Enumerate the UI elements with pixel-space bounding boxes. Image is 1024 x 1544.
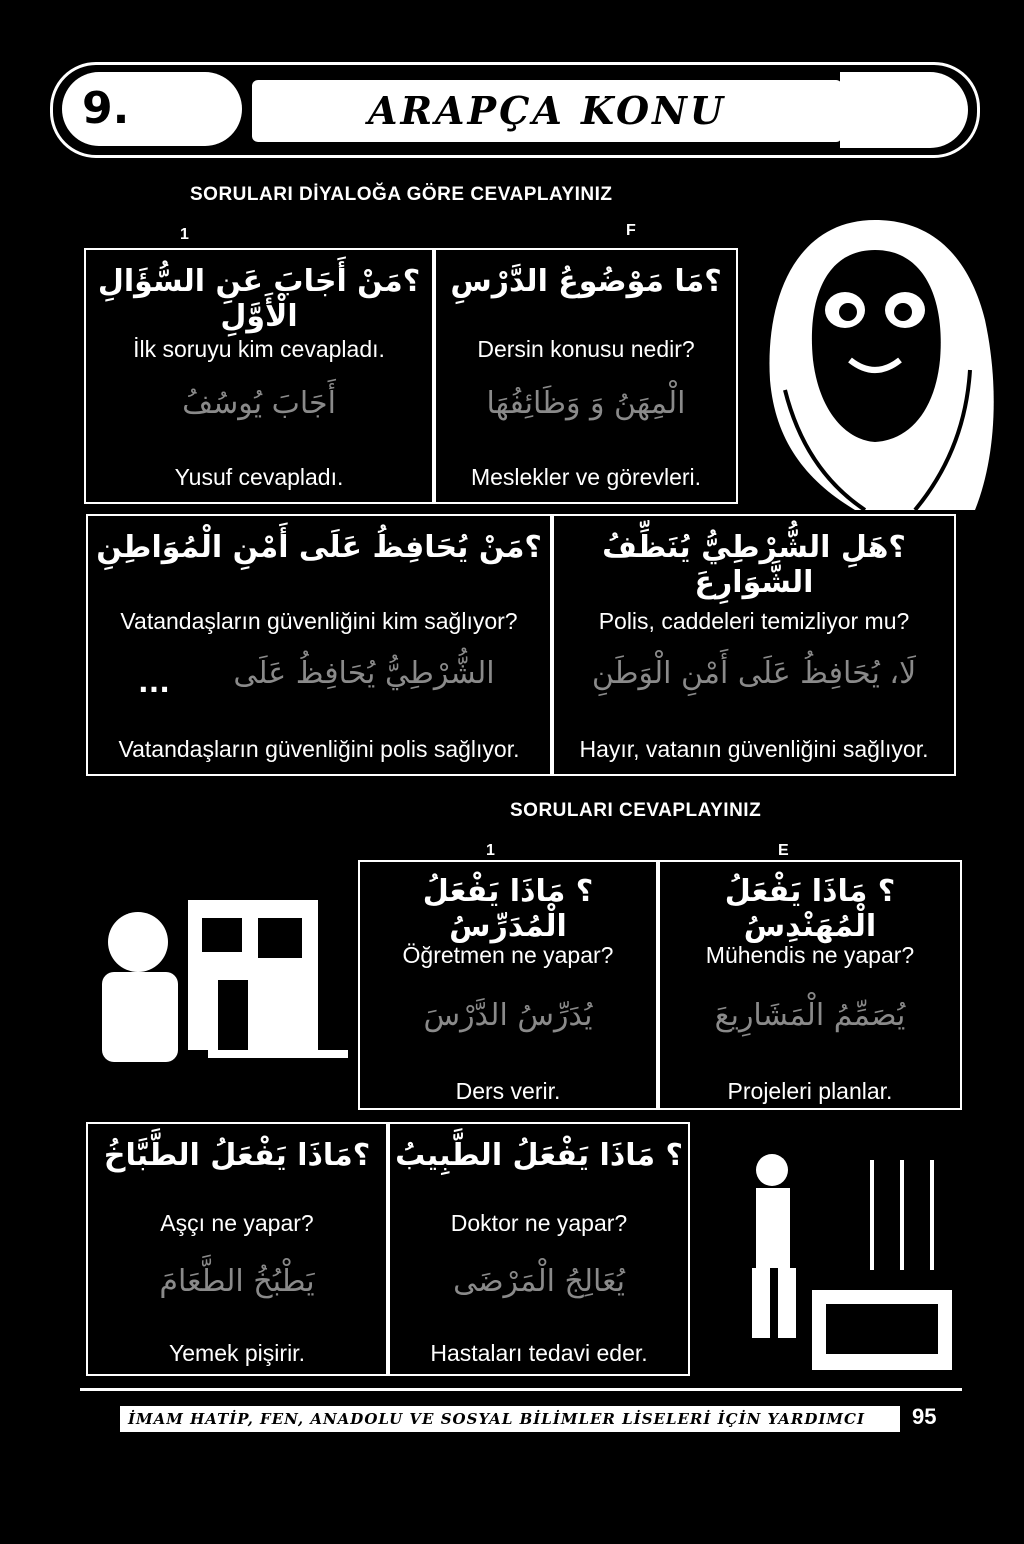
question-arabic: ؟ مَاذَا يَفْعَلُ الْمُهَنْدِسُ <box>724 874 896 944</box>
question-turkish: İlk soruyu kim cevapladı. <box>133 336 385 362</box>
dialog-card-1 <box>84 248 434 504</box>
dialog-card-4 <box>552 514 956 776</box>
dialog-card-3 <box>86 514 552 776</box>
section2-title: SORULARI CEVAPLAYINIZ <box>510 800 762 821</box>
section1-num-left: 1 <box>180 226 189 243</box>
question-turkish: Polis, caddeleri temizliyor mu? <box>598 608 910 634</box>
answer-ellipsis: ... <box>138 666 170 699</box>
question-turkish: Öğretmen ne yapar? <box>402 942 614 968</box>
answer-turkish: Projeleri planlar. <box>727 1078 893 1104</box>
question-arabic: ؟مَا مَوْضُوعُ الدَّرْسِ <box>450 264 722 299</box>
cook-kitchen-illustration <box>722 1140 962 1380</box>
question-turkish: Aşçı ne yapar? <box>160 1210 314 1236</box>
answer-turkish: Vatandaşların güvenliğini polis sağlıyor. <box>118 736 520 762</box>
page-number: 95 <box>912 1404 937 1429</box>
answer-arabic: لَا، يُحَافِظُ عَلَى أَمْنِ الْوَطَنِ <box>591 656 917 691</box>
answer-arabic: الْمِهَنُ وَ وَظَائِفُهَا <box>486 386 686 421</box>
qa-card-doctor <box>388 1122 690 1376</box>
question-turkish: Dersin konusu nedir? <box>477 336 695 362</box>
answer-arabic: يُدَرِّسُ الدَّرْسَ <box>423 998 593 1033</box>
question-turkish: Doktor ne yapar? <box>450 1210 628 1236</box>
page-banner: ARAPÇA KONU ANLATIMI <box>252 80 842 142</box>
qa-card-engineer <box>658 860 962 1110</box>
qa-card-cook <box>86 1122 388 1376</box>
question-arabic: ؟مَاذَا يَفْعَلُ الطَّبَّاخُ <box>103 1138 371 1173</box>
question-arabic: ؟ مَاذَا يَفْعَلُ الطَّبِيبُ <box>395 1138 683 1173</box>
answer-arabic: يُصَمِّمُ الْمَشَارِيعَ <box>714 998 906 1033</box>
section1-title: SORULARI DİYALOĞA GÖRE CEVAPLAYINIZ <box>190 184 613 205</box>
answer-turkish: Hastaları tedavi eder. <box>430 1340 648 1366</box>
unit-badge: 9. <box>62 72 242 146</box>
dialog-card-2 <box>434 248 738 504</box>
answer-arabic: الشُّرْطِيُّ يُحَافِظُ عَلَى <box>233 656 495 691</box>
footer-book-title: İMAM HATİP, FEN, ANADOLU VE SOSYAL BİLİMLER LİSELERİ İÇİN YARDIMCI KİTAP <box>120 1406 900 1432</box>
footer-divider <box>80 1388 962 1391</box>
answer-turkish: Ders verir. <box>455 1078 561 1104</box>
qa-card-teacher <box>358 860 658 1110</box>
question-arabic: ؟ مَاذَا يَفْعَلُ الْمُدَرِّسُ <box>422 874 594 944</box>
answer-turkish: Yemek pişirir. <box>169 1340 305 1366</box>
woman-hijab-illustration <box>745 210 1005 530</box>
section2-num-left: 1 <box>486 842 495 859</box>
section2-num-right: E <box>778 842 789 859</box>
banner-endcap <box>840 72 968 148</box>
question-turkish: Mühendis ne yapar? <box>705 942 915 968</box>
question-arabic: ؟مَنْ أَجَابَ عَنِ السُّؤَالِ الْأَوَّلِ <box>97 264 421 334</box>
section1-num-right: F <box>626 222 636 239</box>
teacher-classroom-illustration <box>88 880 354 1090</box>
answer-arabic: أَجَابَ يُوسُفُ <box>182 386 336 421</box>
answer-turkish: Meslekler ve görevleri. <box>470 464 702 490</box>
question-arabic: ؟مَنْ يُحَافِظُ عَلَى أَمْنِ الْمُوَاطِنِ <box>96 530 542 565</box>
answer-turkish: Yusuf cevapladı. <box>174 464 344 490</box>
question-turkish: Vatandaşların güvenliğini kim sağlıyor? <box>120 608 518 634</box>
question-arabic: ؟هَلِ الشُّرْطِيُّ يُنَظِّفُ الشَّوَارِعَ <box>602 530 906 600</box>
answer-arabic: يُعَالِجُ الْمَرْضَى <box>453 1264 625 1299</box>
answer-arabic: يَطْبُخُ الطَّعَامَ <box>159 1264 315 1299</box>
answer-turkish: Hayır, vatanın güvenliğini sağlıyor. <box>579 736 929 762</box>
